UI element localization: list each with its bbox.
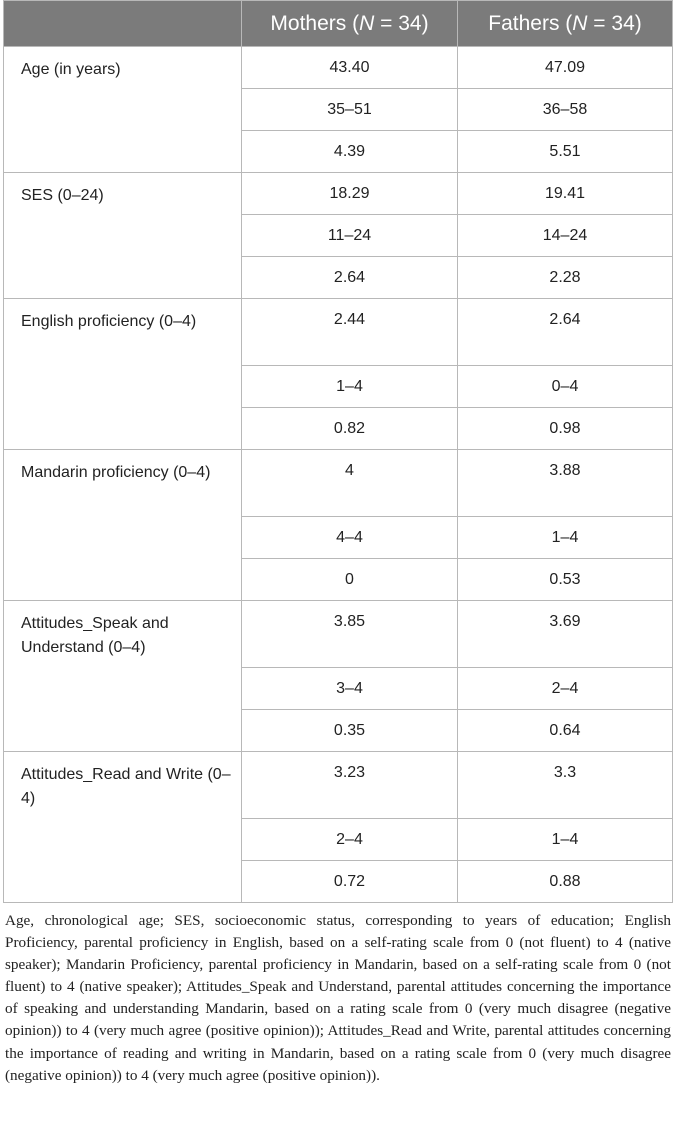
fathers-mean: 3.88 bbox=[458, 450, 673, 517]
mothers-sd: 0.35 bbox=[242, 710, 458, 752]
header-mothers: Mothers (N = 34) bbox=[242, 1, 458, 47]
data-table bbox=[3, 0, 673, 903]
fathers-sd: 0.64 bbox=[458, 710, 673, 752]
fathers-sd: 0.98 bbox=[458, 408, 673, 450]
fathers-sd: 0.88 bbox=[458, 861, 673, 903]
mothers-mean: 4 bbox=[242, 450, 458, 517]
fathers-sd: 0.53 bbox=[458, 559, 673, 601]
fathers-mean: 47.09 bbox=[458, 47, 673, 89]
mothers-mean: 3.23 bbox=[242, 752, 458, 819]
mothers-mean: 3.85 bbox=[242, 601, 458, 668]
table-row bbox=[4, 299, 673, 366]
mothers-sd: 0.82 bbox=[242, 408, 458, 450]
table-row bbox=[4, 752, 673, 819]
mothers-mean: 43.40 bbox=[242, 47, 458, 89]
row-label-attitudes-read: Attitudes_Read and Write (0–4) bbox=[4, 752, 242, 903]
fathers-range: 0–4 bbox=[458, 366, 673, 408]
mothers-mean: 2.44 bbox=[242, 299, 458, 366]
table-row bbox=[4, 173, 673, 215]
row-label-mandarin-proficiency: Mandarin proficiency (0–4) bbox=[4, 450, 242, 601]
table-footnote: Age, chronological age; SES, socioeconomic status, corresponding to years of education; English Proficiency, parental proficiency in English, based on a self-rating scale from 0 (not fluent) to 4 (native speaker); Mandarin Proficiency, parental proficiency in Mandarin, based on a self-rating scale from 0 (not fluent) to 4 (native speaker); Attitudes_Speak and Understand, parental attitudes concerning the importance of speaking and understanding Mandarin, based on a rating scale from 0 (very much disagree (negative opinion)) to 4 (very much agree (positive opinion)); Attitudes_Read and Write, parental attitudes concerning the importance of reading and writing in Mandarin, based on a rating scale from 0 (very much disagree (negative opinion)) to 4 (very much agree (positive opinion)). bbox=[5, 912, 671, 1084]
table-row bbox=[4, 450, 673, 517]
fathers-range: 1–4 bbox=[458, 517, 673, 559]
mothers-range: 3–4 bbox=[242, 668, 458, 710]
header-row bbox=[4, 1, 673, 47]
fathers-mean: 3.3 bbox=[458, 752, 673, 819]
row-label-ses: SES (0–24) bbox=[4, 173, 242, 299]
fathers-sd: 5.51 bbox=[458, 131, 673, 173]
table-row bbox=[4, 47, 673, 89]
fathers-range: 36–58 bbox=[458, 89, 673, 131]
fathers-mean: 2.64 bbox=[458, 299, 673, 366]
header-fathers: Fathers (N = 34) bbox=[458, 1, 673, 47]
fathers-range: 1–4 bbox=[458, 819, 673, 861]
fathers-sd: 2.28 bbox=[458, 257, 673, 299]
fathers-range: 2–4 bbox=[458, 668, 673, 710]
header-blank-cell bbox=[4, 1, 242, 47]
mothers-sd: 0.72 bbox=[242, 861, 458, 903]
mothers-range: 35–51 bbox=[242, 89, 458, 131]
mothers-sd: 0 bbox=[242, 559, 458, 601]
mothers-range: 11–24 bbox=[242, 215, 458, 257]
mothers-mean: 18.29 bbox=[242, 173, 458, 215]
mothers-range: 4–4 bbox=[242, 517, 458, 559]
mothers-range: 2–4 bbox=[242, 819, 458, 861]
row-label-age: Age (in years) bbox=[4, 47, 242, 173]
fathers-range: 14–24 bbox=[458, 215, 673, 257]
table-row bbox=[4, 601, 673, 668]
row-label-attitudes-speak: Attitudes_Speak and Understand (0–4) bbox=[4, 601, 242, 752]
row-label-english-proficiency: English proficiency (0–4) bbox=[4, 299, 242, 450]
fathers-mean: 19.41 bbox=[458, 173, 673, 215]
mothers-range: 1–4 bbox=[242, 366, 458, 408]
mothers-sd: 4.39 bbox=[242, 131, 458, 173]
mothers-sd: 2.64 bbox=[242, 257, 458, 299]
fathers-mean: 3.69 bbox=[458, 601, 673, 668]
